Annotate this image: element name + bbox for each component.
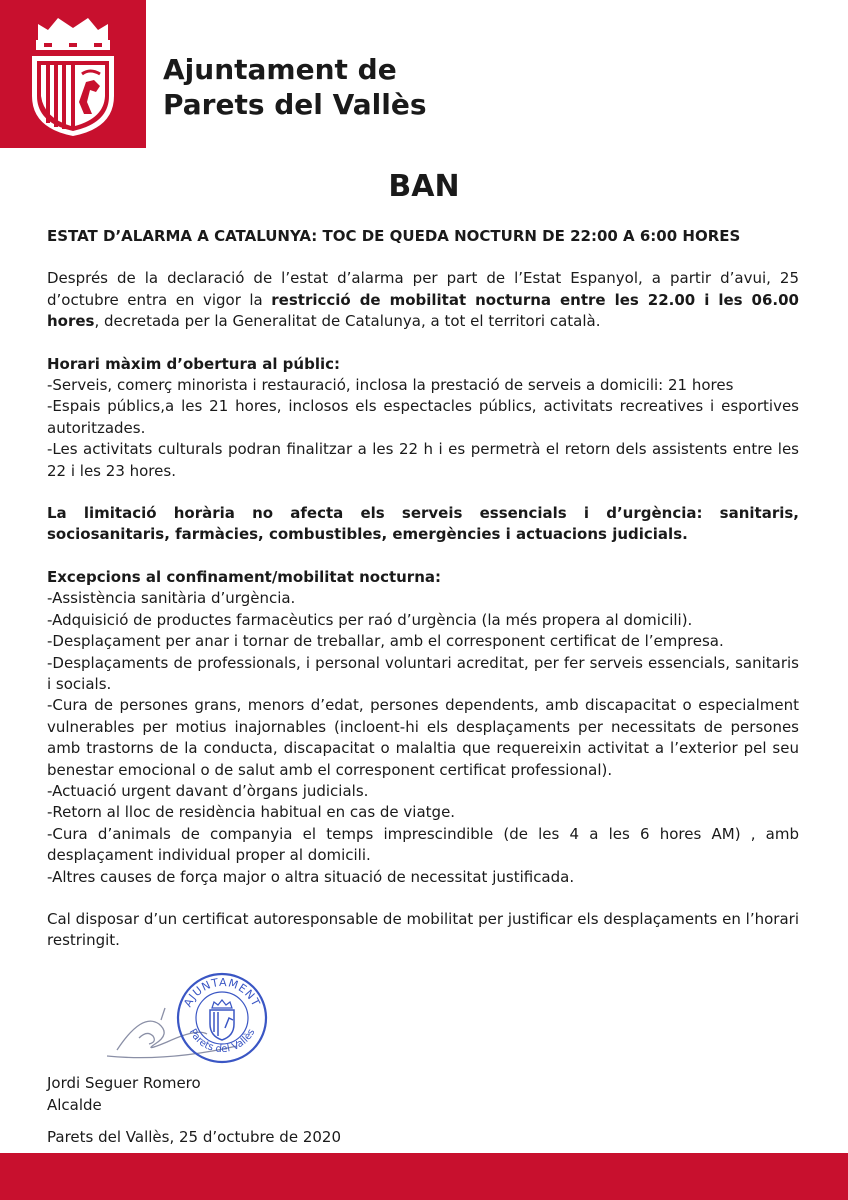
signature-and-stamp <box>47 972 367 1072</box>
organization-name <box>163 52 427 122</box>
svg-text:Parets del Vallès <box>187 1027 258 1055</box>
hours-item: -Espais públics,a les 21 hores, inclosos els espectacles públics, activitats recreatives i esportives autoritzades. <box>47 397 799 437</box>
hours-item: -Les activitats culturals podran finalitzar a les 22 h i es permetrà el retorn dels assistents entre les 22 i les 23 hores. <box>47 440 799 480</box>
place-and-date: Parets del Vallès, 25 d’octubre de 2020 <box>47 1128 341 1146</box>
exception-item: -Assistència sanitària d’urgència. <box>47 589 296 608</box>
document-title: BAN <box>388 169 460 204</box>
exception-item: -Actuació urgent davant d’òrgans judicials. <box>47 781 369 800</box>
header-red-band <box>0 0 146 148</box>
exception-item: -Cura d’animals de companyia el temps imprescindible (de les 4 a les 6 hores AM) , amb desplaçament individual proper al domicili. <box>47 824 799 865</box>
stamp-bottom-text: Parets del Vallès <box>186 1027 258 1056</box>
document-subtitle: ESTAT D’ALARMA A CATALUNYA: TOC DE QUEDA NOCTURN DE 22:00 A 6:00 HORES <box>47 227 741 245</box>
footer-red-band <box>0 1153 848 1200</box>
intro-text-2: , decretada per la Generalitat de Catalunya, a tot el territori català. <box>94 312 601 331</box>
intro-text-1: Després de la declaració de l’estat d’alarma per part de l’Estat Espanyol, a partir d’avui, 25 d’octubre entra en vigor la <box>47 269 799 309</box>
document-body <box>47 226 799 952</box>
closing-note: Cal disposar d’un certificat autoresponsable de mobilitat per justificar els desplaçaments en l’horari restringit. <box>47 909 799 950</box>
stamp-icon <box>178 974 266 1062</box>
signatory-name: Jordi Seguer Romero <box>47 1074 201 1092</box>
stamp-top-text: AJUNTAMENT <box>181 975 263 1010</box>
hours-heading: Horari màxim d’obertura al públic: <box>47 354 341 373</box>
limitation-note: La limitació horària no afecta els serveis essencials i d’urgència: sanitaris, sociosanitaris, farmàcies, combustibles, emergències i actuacions judicials. <box>47 504 799 544</box>
exception-item: -Cura de persones grans, menors d’edat, persones dependents, amb discapacitat o especialment vulnerables per motius inajornables (incloent-hi els desplaçaments per necessitats de persones amb trastorns de la conducta, discapacitat o malaltia que requereixin activitat a l’exterior pel seu benestar emocional o de salut amb el corresponent certificat professional). <box>47 696 799 779</box>
exception-item: -Desplaçaments de professionals, i personal voluntari acreditat, per fer serveis essencials, sanitaris i socials. <box>47 653 799 693</box>
intro-bold-text: restricció de mobilitat nocturna entre les 22.00 i les 06.00 hores <box>47 290 799 331</box>
intro-paragraph <box>47 268 799 332</box>
coat-of-arms-icon <box>24 10 122 138</box>
exception-item: -Altres causes de força major o altra situació de necessitat justificada. <box>47 867 575 886</box>
org-name-line-1: Ajuntament de <box>163 53 397 86</box>
org-name-line-2: Parets del Vallès <box>163 88 427 121</box>
exception-item: -Retorn al lloc de residència habitual en cas de viatge. <box>47 803 456 822</box>
exception-item: -Desplaçament per anar i tornar de treballar, amb el corresponent certificat de l’empresa. <box>47 632 724 651</box>
signatory-role: Alcalde <box>47 1096 102 1114</box>
signature-area <box>47 972 367 1072</box>
hours-item: -Serveis, comerç minorista i restauració, inclosa la prestació de serveis a domicili: 21 hores <box>47 376 734 395</box>
exception-item: -Adquisició de productes farmacèutics per raó d’urgència (la més propera al domicili). <box>47 610 693 629</box>
exceptions-heading: Excepcions al confinament/mobilitat nocturna: <box>47 567 442 586</box>
